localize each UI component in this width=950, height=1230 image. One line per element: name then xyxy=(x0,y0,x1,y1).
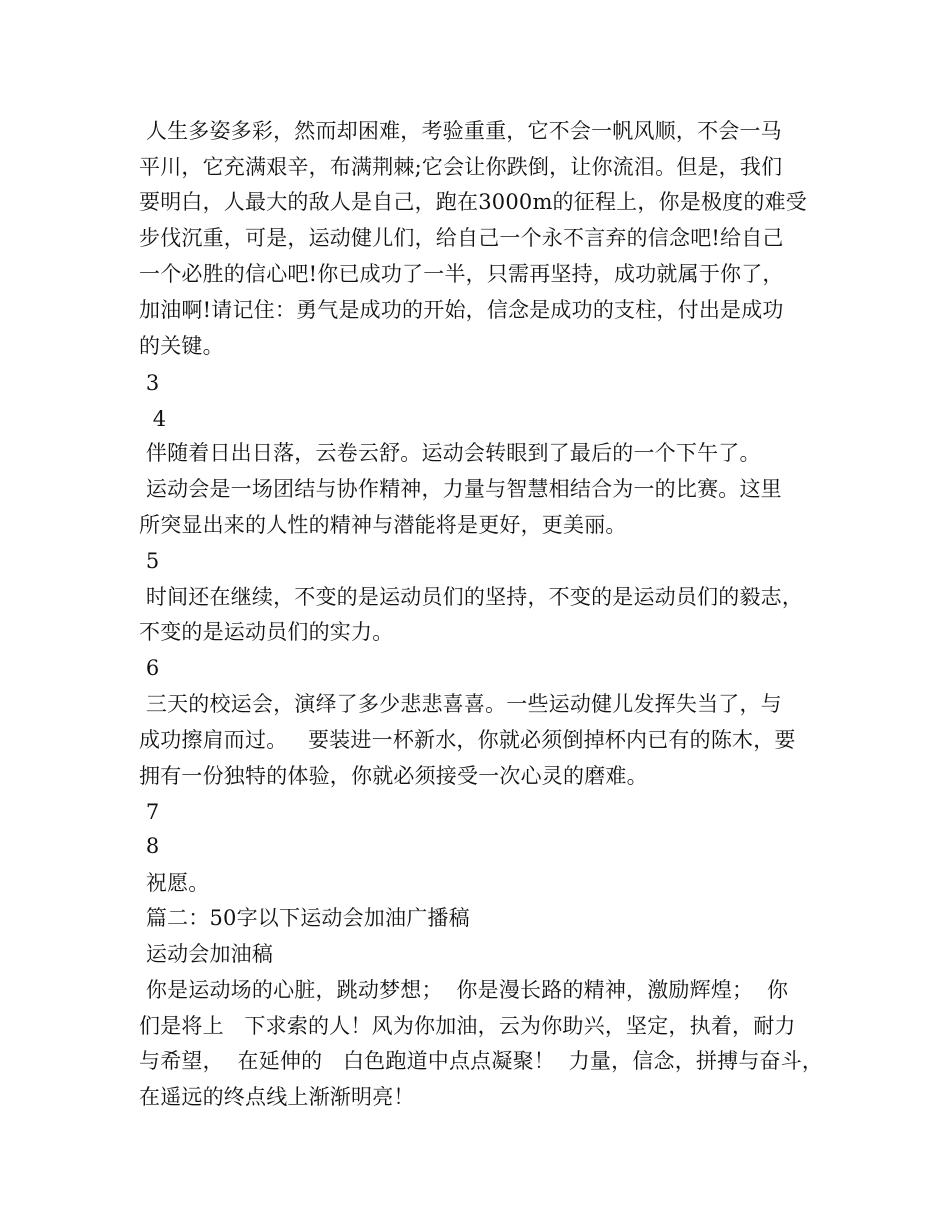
text-line: 不变的是运动员们的实力。 xyxy=(139,620,394,644)
page-number: 7 xyxy=(139,800,160,824)
section-subheading: 运动会加油稿 xyxy=(139,942,274,966)
text-line: 一个必胜的信心吧!你已成功了一半，只需再坚持，成功就属于你了， xyxy=(139,262,784,286)
text-line: 拥有一份独特的体验，你就必须接受一次心灵的磨难。 xyxy=(139,764,648,788)
section-heading: 篇二：50字以下运动会加油广播稿 xyxy=(139,906,470,930)
text-line: 们是将上 下求索的人！风为你加油，云为你助兴，坚定，执着，耐力 xyxy=(139,1014,796,1038)
text-line: 祝愿。 xyxy=(139,871,210,895)
page-number: 4 xyxy=(139,407,167,431)
text-line: 时间还在继续，不变的是运动员们的坚持，不变的是运动员们的毅志， xyxy=(139,585,804,609)
page-number: 5 xyxy=(139,549,160,573)
text-line: 在遥远的终点线上渐渐明亮！ xyxy=(139,1085,415,1109)
page-number: 3 xyxy=(139,371,160,395)
text-line: 运动会是一场团结与协作精神，力量与智慧相结合为一的比赛。这里 xyxy=(139,477,782,501)
text-line: 的关键。 xyxy=(139,334,224,358)
text-line: 伴随着日出日落，云卷云舒。运动会转眼到了最后的一个下午了。 xyxy=(139,441,761,465)
text-line: 加油啊!请记住：勇气是成功的开始，信念是成功的支柱，付出是成功 xyxy=(139,298,784,322)
text-line: 所突显出来的人性的精神与潜能将是更好，更美丽。 xyxy=(139,513,627,537)
text-line: 步伐沉重，可是，运动健儿们，给自己一个永不言弃的信念吧!给自己 xyxy=(139,226,784,250)
text-line: 人生多姿多彩，然而却困难，考验重重，它不会一帆风顺，不会一马 xyxy=(139,119,782,143)
text-line: 平川，它充满艰辛，布满荆棘;它会让你跌倒，让你流泪。但是，我们 xyxy=(139,155,783,179)
page-number: 6 xyxy=(139,656,160,680)
text-line: 与希望， 在延伸的 白色跑道中点点凝聚！ 力量，信念，拼搏与奋斗， xyxy=(139,1049,824,1073)
text-line: 三天的校运会，演绎了多少悲悲喜喜。一些运动健儿发挥失当了，与 xyxy=(139,692,782,716)
text-line: 要明白，人最大的敌人是自己，跑在3000m的征程上，你是极度的难受 xyxy=(139,190,807,214)
text-line: 你是运动场的心脏，跳动梦想； 你是漫长路的精神，激励辉煌； 你 xyxy=(139,978,789,1002)
text-line: 成功擦肩而过。 要装进一杯新水，你就必须倒掉杯内已有的陈木，要 xyxy=(139,728,796,752)
page-number: 8 xyxy=(139,834,160,858)
